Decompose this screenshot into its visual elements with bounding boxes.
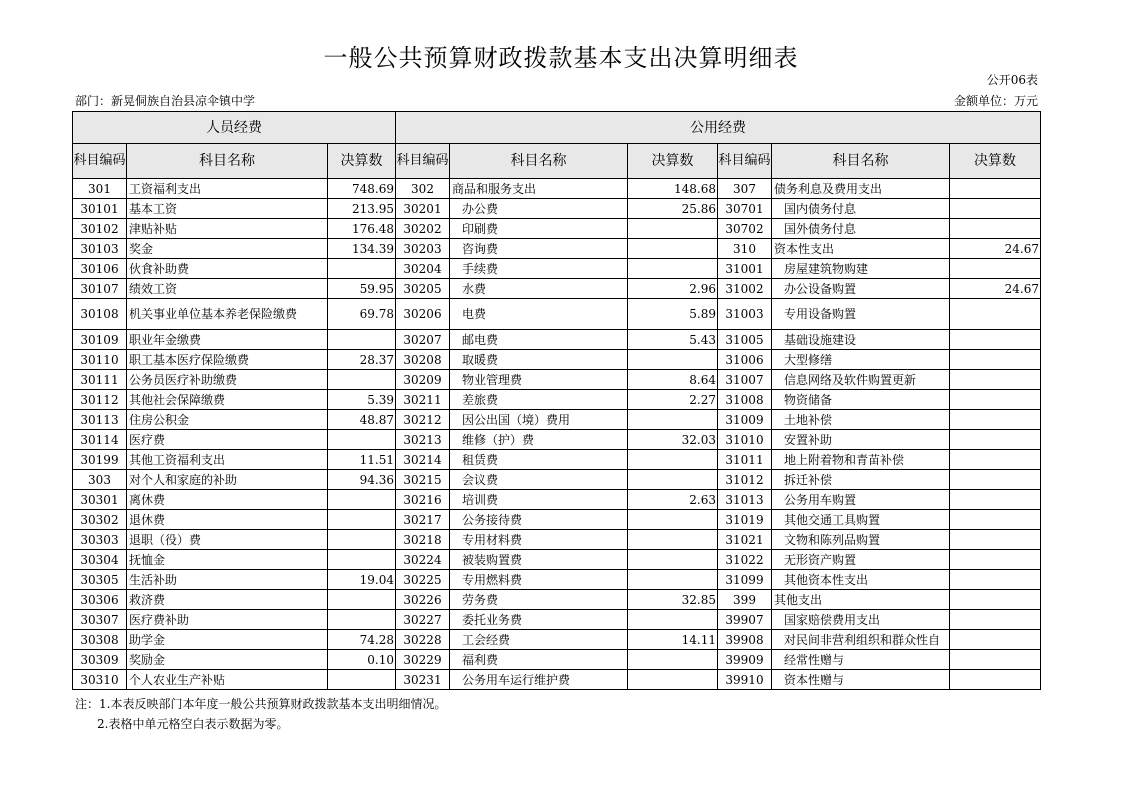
item-amount: 74.28 [328, 630, 396, 650]
col-code-header: 科目编码 [73, 144, 127, 179]
item-code: 307 [718, 179, 772, 199]
col-code-header: 科目编码 [396, 144, 450, 179]
item-name: 专用材料费 [450, 530, 628, 550]
col-name-header: 科目名称 [127, 144, 328, 179]
item-name: 租赁费 [450, 450, 628, 470]
item-code: 30114 [73, 430, 127, 450]
item-name: 机关事业单位基本养老保险缴费 [127, 299, 328, 330]
item-amount [328, 259, 396, 279]
item-code: 31013 [718, 490, 772, 510]
table-row [73, 259, 1041, 279]
item-amount [628, 570, 718, 590]
item-code: 30108 [73, 299, 127, 330]
table-row [73, 430, 1041, 450]
table-row [73, 490, 1041, 510]
item-amount [328, 590, 396, 610]
item-code: 30110 [73, 350, 127, 370]
item-name: 差旅费 [450, 390, 628, 410]
footnotes [75, 694, 446, 734]
item-name: 抚恤金 [127, 550, 328, 570]
item-name: 会议费 [450, 470, 628, 490]
item-amount: 28.37 [328, 350, 396, 370]
item-amount [328, 510, 396, 530]
item-code: 30305 [73, 570, 127, 590]
item-code: 30231 [396, 670, 450, 690]
item-amount [950, 219, 1041, 239]
item-amount [950, 199, 1041, 219]
group-public: 公用经费 [396, 112, 1041, 144]
footnote: 注：1.本表反映部门本年度一般公共预算财政拨款基本支出明细情况。 [75, 697, 447, 711]
item-name: 离休费 [127, 490, 328, 510]
item-amount [328, 610, 396, 630]
item-code: 31019 [718, 510, 772, 530]
item-code: 30106 [73, 259, 127, 279]
table-row [73, 470, 1041, 490]
item-code: 30309 [73, 650, 127, 670]
item-code: 30308 [73, 630, 127, 650]
item-name: 其他交通工具购置 [772, 510, 950, 530]
item-code: 30206 [396, 299, 450, 330]
item-name: 其他工资福利支出 [127, 450, 328, 470]
item-code: 30306 [73, 590, 127, 610]
item-code: 31099 [718, 570, 772, 590]
item-amount [950, 510, 1041, 530]
item-name: 因公出国（境）费用 [450, 410, 628, 430]
item-amount: 48.87 [328, 410, 396, 430]
item-name: 工会经费 [450, 630, 628, 650]
item-amount [950, 650, 1041, 670]
item-code: 30701 [718, 199, 772, 219]
group-header-row [73, 112, 1041, 144]
item-code: 31001 [718, 259, 772, 279]
item-amount: 32.85 [628, 590, 718, 610]
table-row [73, 650, 1041, 670]
item-amount: 2.96 [628, 279, 718, 299]
item-name: 公务员医疗补助缴费 [127, 370, 328, 390]
item-amount [628, 259, 718, 279]
item-amount: 176.48 [328, 219, 396, 239]
item-name: 国外债务付息 [772, 219, 950, 239]
table-row [73, 550, 1041, 570]
item-name: 基本工资 [127, 199, 328, 219]
item-amount: 5.39 [328, 390, 396, 410]
item-code: 30702 [718, 219, 772, 239]
item-name: 国家赔偿费用支出 [772, 610, 950, 630]
item-name: 职工基本医疗保险缴费 [127, 350, 328, 370]
item-name: 对个人和家庭的补助 [127, 470, 328, 490]
item-name: 大型修缮 [772, 350, 950, 370]
item-name: 其他支出 [772, 590, 950, 610]
item-code: 30307 [73, 610, 127, 630]
item-code: 30101 [73, 199, 127, 219]
item-amount: 8.64 [628, 370, 718, 390]
table-row [73, 199, 1041, 219]
table-row [73, 350, 1041, 370]
item-code: 30216 [396, 490, 450, 510]
item-name: 资本性支出 [772, 239, 950, 259]
item-name: 津贴补贴 [127, 219, 328, 239]
item-amount [628, 670, 718, 690]
item-code: 31003 [718, 299, 772, 330]
item-amount: 32.03 [628, 430, 718, 450]
table-row [73, 510, 1041, 530]
item-amount [950, 550, 1041, 570]
page-title: 一般公共预算财政拨款基本支出决算明细表 [323, 44, 799, 72]
item-amount: 59.95 [328, 279, 396, 299]
item-amount: 134.39 [328, 239, 396, 259]
item-code: 31002 [718, 279, 772, 299]
item-code: 30212 [396, 410, 450, 430]
item-amount [328, 370, 396, 390]
item-code: 39910 [718, 670, 772, 690]
item-code: 30201 [396, 199, 450, 219]
table-row [73, 219, 1041, 239]
item-code: 30226 [396, 590, 450, 610]
item-name: 经常性赠与 [772, 650, 950, 670]
item-code: 30304 [73, 550, 127, 570]
item-amount [328, 550, 396, 570]
table-row [73, 279, 1041, 299]
item-amount [950, 390, 1041, 410]
item-amount: 5.43 [628, 330, 718, 350]
item-code: 30208 [396, 350, 450, 370]
table-row [73, 179, 1041, 199]
expenditure-table [72, 111, 1041, 690]
item-name: 退职（役）费 [127, 530, 328, 550]
item-code: 39909 [718, 650, 772, 670]
item-amount [328, 530, 396, 550]
item-amount: 24.67 [950, 279, 1041, 299]
item-code: 30109 [73, 330, 127, 350]
group-personnel: 人员经费 [73, 112, 396, 144]
item-name: 医疗费 [127, 430, 328, 450]
table-row [73, 239, 1041, 259]
item-code: 31010 [718, 430, 772, 450]
item-name: 印刷费 [450, 219, 628, 239]
item-code: 30107 [73, 279, 127, 299]
column-header-row [73, 144, 1041, 179]
item-name: 取暖费 [450, 350, 628, 370]
item-name: 伙食补助费 [127, 259, 328, 279]
table-row [73, 590, 1041, 610]
item-code: 30229 [396, 650, 450, 670]
item-name: 水费 [450, 279, 628, 299]
item-code: 31009 [718, 410, 772, 430]
item-code: 303 [73, 470, 127, 490]
item-amount [950, 530, 1041, 550]
table-row [73, 630, 1041, 650]
item-amount [328, 430, 396, 450]
item-code: 30203 [396, 239, 450, 259]
item-code: 30217 [396, 510, 450, 530]
item-amount: 748.69 [328, 179, 396, 199]
item-name: 公务用车运行维护费 [450, 670, 628, 690]
table-row [73, 610, 1041, 630]
item-amount [628, 239, 718, 259]
item-code: 31011 [718, 450, 772, 470]
item-name: 福利费 [450, 650, 628, 670]
item-amount [950, 299, 1041, 330]
item-name: 奖金 [127, 239, 328, 259]
item-code: 30227 [396, 610, 450, 630]
item-code: 30112 [73, 390, 127, 410]
item-name: 住房公积金 [127, 410, 328, 430]
item-name: 公务用车购置 [772, 490, 950, 510]
item-name: 手续费 [450, 259, 628, 279]
item-code: 30207 [396, 330, 450, 350]
item-name: 专用设备购置 [772, 299, 950, 330]
item-name: 其他资本性支出 [772, 570, 950, 590]
item-amount: 5.89 [628, 299, 718, 330]
item-name: 电费 [450, 299, 628, 330]
item-name: 被装购置费 [450, 550, 628, 570]
item-amount: 24.67 [950, 239, 1041, 259]
item-amount: 2.27 [628, 390, 718, 410]
item-code: 31022 [718, 550, 772, 570]
footnote: 2.表格中单元格空白表示数据为零。 [97, 717, 289, 731]
item-code: 31012 [718, 470, 772, 490]
item-name: 咨询费 [450, 239, 628, 259]
item-name: 委托业务费 [450, 610, 628, 630]
item-name: 安置补助 [772, 430, 950, 450]
item-amount [628, 350, 718, 370]
item-code: 31006 [718, 350, 772, 370]
item-amount [628, 450, 718, 470]
item-name: 办公费 [450, 199, 628, 219]
table-row [73, 450, 1041, 470]
table-row [73, 299, 1041, 330]
col-name-header: 科目名称 [772, 144, 950, 179]
item-amount [950, 670, 1041, 690]
table-row [73, 390, 1041, 410]
department-label: 部门：新晃侗族自治县凉伞镇中学 [75, 94, 256, 108]
item-code: 31021 [718, 530, 772, 550]
item-name: 绩效工资 [127, 279, 328, 299]
item-amount [950, 610, 1041, 630]
item-code: 30303 [73, 530, 127, 550]
item-code: 30225 [396, 570, 450, 590]
item-name: 文物和陈列品购置 [772, 530, 950, 550]
item-amount [328, 490, 396, 510]
item-amount [950, 630, 1041, 650]
item-code: 30103 [73, 239, 127, 259]
item-code: 30205 [396, 279, 450, 299]
item-code: 30211 [396, 390, 450, 410]
item-code: 30215 [396, 470, 450, 490]
item-name: 个人农业生产补贴 [127, 670, 328, 690]
item-amount [628, 410, 718, 430]
item-amount [950, 450, 1041, 470]
unit-label: 金额单位：万元 [953, 94, 1038, 108]
item-code: 30204 [396, 259, 450, 279]
table-row [73, 570, 1041, 590]
item-code: 399 [718, 590, 772, 610]
item-amount [328, 330, 396, 350]
item-name: 劳务费 [450, 590, 628, 610]
item-name: 医疗费补助 [127, 610, 328, 630]
item-name: 无形资产购置 [772, 550, 950, 570]
item-amount: 14.11 [628, 630, 718, 650]
item-name: 基础设施建设 [772, 330, 950, 350]
table-row [73, 530, 1041, 550]
col-amount-header: 决算数 [950, 144, 1041, 179]
item-name: 物业管理费 [450, 370, 628, 390]
item-amount [950, 330, 1041, 350]
item-name: 地上附着物和青苗补偿 [772, 450, 950, 470]
item-name: 资本性赠与 [772, 670, 950, 690]
item-name: 土地补偿 [772, 410, 950, 430]
item-code: 30199 [73, 450, 127, 470]
item-amount [328, 670, 396, 690]
item-amount [628, 550, 718, 570]
item-code: 30301 [73, 490, 127, 510]
item-code: 31008 [718, 390, 772, 410]
item-code: 310 [718, 239, 772, 259]
table-row [73, 670, 1041, 690]
table-row [73, 410, 1041, 430]
item-name: 拆迁补偿 [772, 470, 950, 490]
item-code: 31007 [718, 370, 772, 390]
item-amount: 148.68 [628, 179, 718, 199]
table-row [73, 330, 1041, 350]
item-amount: 0.10 [328, 650, 396, 670]
item-amount: 213.95 [328, 199, 396, 219]
item-code: 30302 [73, 510, 127, 530]
item-code: 302 [396, 179, 450, 199]
col-name-header: 科目名称 [450, 144, 628, 179]
item-code: 39907 [718, 610, 772, 630]
item-code: 30224 [396, 550, 450, 570]
item-name: 退休费 [127, 510, 328, 530]
item-name: 专用燃料费 [450, 570, 628, 590]
item-name: 奖励金 [127, 650, 328, 670]
item-code: 30218 [396, 530, 450, 550]
item-name: 培训费 [450, 490, 628, 510]
form-code: 公开06表 [986, 73, 1038, 87]
item-amount [628, 470, 718, 490]
item-amount [628, 219, 718, 239]
item-code: 30102 [73, 219, 127, 239]
item-code: 30310 [73, 670, 127, 690]
item-amount [950, 259, 1041, 279]
item-code: 301 [73, 179, 127, 199]
item-code: 30209 [396, 370, 450, 390]
item-name: 办公设备购置 [772, 279, 950, 299]
item-amount: 19.04 [328, 570, 396, 590]
item-amount: 11.51 [328, 450, 396, 470]
item-name: 其他社会保障缴费 [127, 390, 328, 410]
item-amount [950, 410, 1041, 430]
item-amount [628, 530, 718, 550]
item-amount [950, 470, 1041, 490]
item-amount: 94.36 [328, 470, 396, 490]
item-code: 30228 [396, 630, 450, 650]
item-amount [950, 590, 1041, 610]
item-name: 债务利息及费用支出 [772, 179, 950, 199]
item-amount: 69.78 [328, 299, 396, 330]
item-name: 物资储备 [772, 390, 950, 410]
item-amount: 2.63 [628, 490, 718, 510]
item-name: 邮电费 [450, 330, 628, 350]
item-amount [628, 510, 718, 530]
item-amount [628, 650, 718, 670]
table-row [73, 370, 1041, 390]
item-code: 30113 [73, 410, 127, 430]
col-amount-header: 决算数 [628, 144, 718, 179]
item-amount [950, 179, 1041, 199]
item-code: 30111 [73, 370, 127, 390]
item-name: 维修（护）费 [450, 430, 628, 450]
item-name: 生活补助 [127, 570, 328, 590]
item-amount [950, 570, 1041, 590]
item-name: 公务接待费 [450, 510, 628, 530]
item-name: 工资福利支出 [127, 179, 328, 199]
item-name: 商品和服务支出 [450, 179, 628, 199]
col-amount-header: 决算数 [328, 144, 396, 179]
item-code: 39908 [718, 630, 772, 650]
item-name: 对民间非营利组织和群众性自 [772, 630, 950, 650]
item-name: 信息网络及软件购置更新 [772, 370, 950, 390]
item-code: 30213 [396, 430, 450, 450]
item-code: 31005 [718, 330, 772, 350]
item-name: 职业年金缴费 [127, 330, 328, 350]
item-amount [950, 350, 1041, 370]
item-amount [950, 370, 1041, 390]
item-amount [628, 610, 718, 630]
item-name: 救济费 [127, 590, 328, 610]
item-code: 30202 [396, 219, 450, 239]
item-name: 房屋建筑物购建 [772, 259, 950, 279]
item-amount [950, 490, 1041, 510]
item-amount [950, 430, 1041, 450]
item-name: 助学金 [127, 630, 328, 650]
col-code-header: 科目编码 [718, 144, 772, 179]
item-name: 国内债务付息 [772, 199, 950, 219]
item-amount: 25.86 [628, 199, 718, 219]
item-code: 30214 [396, 450, 450, 470]
